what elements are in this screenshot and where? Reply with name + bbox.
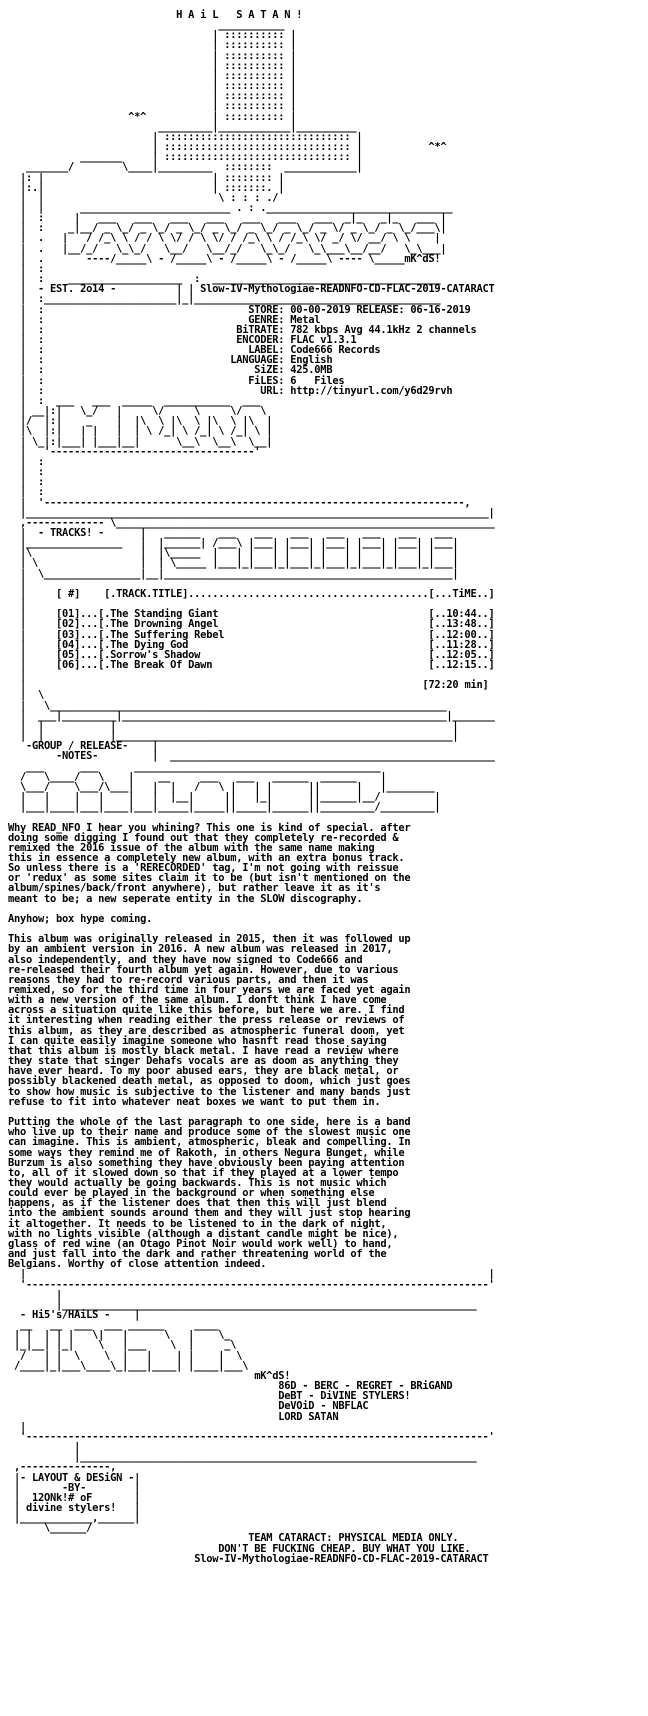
track-row: [03]...[.The Suffering Rebel [..12:00..] <box>56 628 495 641</box>
hails-footer-art: | '-----------------------------------------------------------------------------' | |__________________________________________________________________ <box>20 1420 495 1464</box>
footer-line: TEAM CATARACT: PHYSICAL MEDIA ONLY. <box>248 1532 459 1545</box>
tracklist-header: [ #] [.TRACK.TITLE]........................................[...TiME..] <box>56 587 495 600</box>
bitrate-value: 782 kbps Avg 44.1kHz 2 channels <box>290 323 477 336</box>
encoder-value: FLAC v1.3.1 <box>290 334 357 346</box>
notes-paragraph: This album was originally released in 2015, then it was followed up by an ambient version in 2016. A new album was released in 2017, also independently, and they have now signed to Code666 and re-released their fourth album yet again. However, due to various reasons they had to re-record various parts, and then it was remixed, so for the third time in four years we are faced yet again with a new version of the same album. I donft think I have come across a situation quite like this before, but here we are. I find it interesting when reading either the press release or reviews of this album, as they are described as atmospheric funeral doom, yet I can quite easily imagine someone who hasnft read those saying that this album is mostly black metal. I have read a review where they state that singer Dehafs vocals are as doom as anything they have ever heard. To my poor abused ears, they are black metal, or possibly blackened death metal, as opposed to doom, which just goes to show how music is subjective to the listener and many bands just refuse to fit into whatever neat boxes we want to put them in. <box>8 933 411 1108</box>
info-art: | : ___ ___ _____ ___________ ___ | __|:| \_/ | \/ \ \/ \ |/ |:| _ | |\ \ |\ \ |\ \ |\ | |\ |:| | | | | \ /_| \ /_| \ /_| \ | | \_|:|___| |___|__| \__\ \__\ \__| | '----------------------------------' | : | : | : | : | '----------------------------------------------------------------------, |_____________________________________________________________________________| <box>20 394 495 519</box>
release-date-value: 06-16-2019 <box>410 303 471 316</box>
files-value: 6 Files <box>290 374 345 387</box>
label-value: Code666 Records <box>290 344 381 357</box>
credits-art: ,---------------, |- LAYOUT & DESiGN -| | -BY- | | 12ONk!# oF | | divine stylers! | |____________,______| \______/ <box>14 1461 141 1535</box>
tracklist: | | [ #] [.TRACK.TITLE]........................................[...TiME..] | | [01]...[.The Standing Giant [..10:44..] | [02]...[.The Drowning Angel [..13:48..] | [03]...[.The Suffering Rebel [..12:00..] | [04]...[.The Dying God [..11:28..] | [05]...[.Sorrow's Shadow [..12:05..] | [06]...[.The Break Of Dawn [..12:15..] | | [72:20 min] <box>20 577 495 692</box>
notes-paragraph: Anyhow; box hype coming. <box>8 912 153 925</box>
genre-value: Metal <box>290 313 321 326</box>
release-info-block: | : STORE: 00-00-2019 RELEASE: 06-16-2019 | : GENRE: Metal | : BiTRATE: 782 kbps Avg 44.1kHz 2 channels | : ENCODER: FLAC v1.3.1 | : LABEL: Code666 Records | : LANGUAGE: English | : SiZE: 425.0MB | : FiLES: 6 Files | : URL: http://tinyurl.com/y6d29rvh <box>8 303 477 397</box>
greeting-line: LORD SATAN <box>278 1410 339 1423</box>
greetings-list <box>8 1381 648 1422</box>
notes-paragraph: Putting the whole of the last paragraph to one side, here is a band who live up to their name and produce some of the slowest music one can imagine. This is ambient, atmospheric, bleak and compelling. In some ways they remind me of Rakoth, in others Negura Bunget, while Burzum is also something they have obviously been paying attention to, all of it slowed down so that if they played at a lower tempo they would actually be going backwards. This is not music which could ever be played in the background or when something else happens, as if the listener does that then this will just blend into the ambient sounds around them and they will just stop hearing it altogether. It needs to be listened to in the dark of night, with no lights visible (although a distant candle might be nice), glass of red wine (an Otago Pinot Noir would work well) to hand, and just fall into the dark and rather threatening world of the Belgians. Worthy of close attention indeed. <box>8 1116 411 1271</box>
release-name: Slow-IV-Mythologiae-READNFO-CD-FLAC-2019-CATARACT <box>194 1552 489 1565</box>
footer-line: DON'T BE FUCKING CHEAP. BUY WHAT YOU LIKE. <box>218 1542 471 1555</box>
release-notes <box>8 812 648 1269</box>
url-value: http://tinyurl.com/y6d29rvh <box>290 384 453 397</box>
notes-paragraph: Why READ_NFO I hear you whining? This one is kind of special. after doing some digging I found out that they completely re-recorded & remixed the 2016 issue of the album with the same name making this in essence a completely new album, with an extra bonus track. So unless there is a 'RERECORDED' tag, I'm not going with reissue or 'redux' as some sites claim it to be (but isn't mentioned on the album/spines/back/front anywhere), but rather leave it as it's meant to be; a new seperate entity in the SLOW discography. <box>8 821 411 905</box>
greeting-line: DeVOiD - NBFLAC <box>278 1400 369 1413</box>
greeting-line: DeBT - DiVINE STYLERS! <box>278 1390 411 1403</box>
release-name-line <box>8 1554 648 1564</box>
tracks-header-art: ,------------- \_______________________________________________________________ | - TRACKS! - | ______ ___ ___ ___ ___ ___ ___ ___ |________________ | |______| /___\ |___| |___| |___| |___| |___| |___| |\ | |\_____ | | | | | | | | | | | | | | | \ | | \_____ |___|_|___|_|___|_|___|_|___|_|___|_|___| | \________________|__|________________________________________________| <box>20 516 495 580</box>
notes-art: -GROUP / RELEASE- | -NOTES- | ______________________________________________________ ___ ___ _________________________________________ / \____/ \ | __ ___ ___ ______ ______ | \___/ \___/\___| | | / \ | | | || | |________ | | | | | | |__| || |_| ||______|__/ | |___|____|___|____|___|_____|_____||_____|______||_________/_________| <box>20 740 495 814</box>
track-row: [04]...[.The Dying God [..11:28..] <box>56 638 495 651</box>
track-row: [01]...[.The Standing Giant [..10:44..] <box>56 608 495 621</box>
track-row: [06]...[.The Break Of Dawn [..12:15..] <box>56 659 495 671</box>
track-row: [05]...[.Sorrow's Shadow [..12:05..] <box>56 648 495 661</box>
tracks-footer-art: | \ | \__________________________________________________________________ | ___|_________|______________________________________________________|_______ | | | | | | |________________________________________________________| <box>20 689 495 743</box>
track-row: [02]...[.The Drowning Angel [..13:48..] <box>56 618 495 631</box>
notes-footer-art: | | '-----------------------------------------------------------------------------' <box>20 1268 495 1291</box>
banner-art: H A i L S A T A N ! ___________ | :::::::::: | | :::::::::: | | :::::::::: | | :::::::::: | | :::::::::: | | :::::::::: | | :::::::::: | | :::::::::: | ^*^ | :::::::::: | _________|____________|__________ | ::::::::::::::::::::::::::::::: | | ::::::::::::::::::::::::::::::: | ^*^ _______ | ::::::::::::::::::::::::::::::: | _______/ \____|_________ :::::::: ____________| |: | | :::::::: | |:.| | :::::::. | | | \ : : : ./ | | _________________________ . : ._______________________________ | : | ___ ___ ___ ___ ___ ___ ___ _|_ _|_ ___ | | : _|__/ _ \_/ _ \_/ _ \_/ _ \_/ _ \_/ _ \_/ _ \/ _ \_/ _ \_/___\| | . | / /_\ \ / / \ \/ / \ \/ / /_\ \ / /_\ \/ _/ \/ __/ \ \ | | . |__/_/ \_\_/ \__/ \__/_/ \_\_/ \_\___\__/__/ \_\___| | . ----/_____\ - /_____\ - /_____\ - /_____\ ---- \_____mK^dS! | : | : ___________________ : ______________________________________ | - EST. 2o14 - | | Slow-IV-Mythologiae-READNFO-CD-FLAC-2019-CATARACT | :______________________|_|_________________________________________ <box>20 9 495 306</box>
footer-block <box>8 1533 648 1553</box>
total-runtime: [72:20 min] <box>422 679 489 692</box>
store-value: 00-00-2019 <box>290 303 351 316</box>
language-value: English <box>290 354 333 367</box>
greeting-line: 86D - BERC - REGRET - BRiGAND <box>278 1380 453 1393</box>
hails-art: | |_____________________________________________________________________ - Hi5's/HAiLS - | __ __ ___ ___ ______ ____ | | | | | \| | \ | \_ |_|__| |_| \ |___ \ | _\ / | | \ \ | | | | | \ /____|_|___\____\_|___|____| |____|___\ mK^dS! <box>14 1288 477 1382</box>
size-value: 425.0MB <box>290 364 333 377</box>
